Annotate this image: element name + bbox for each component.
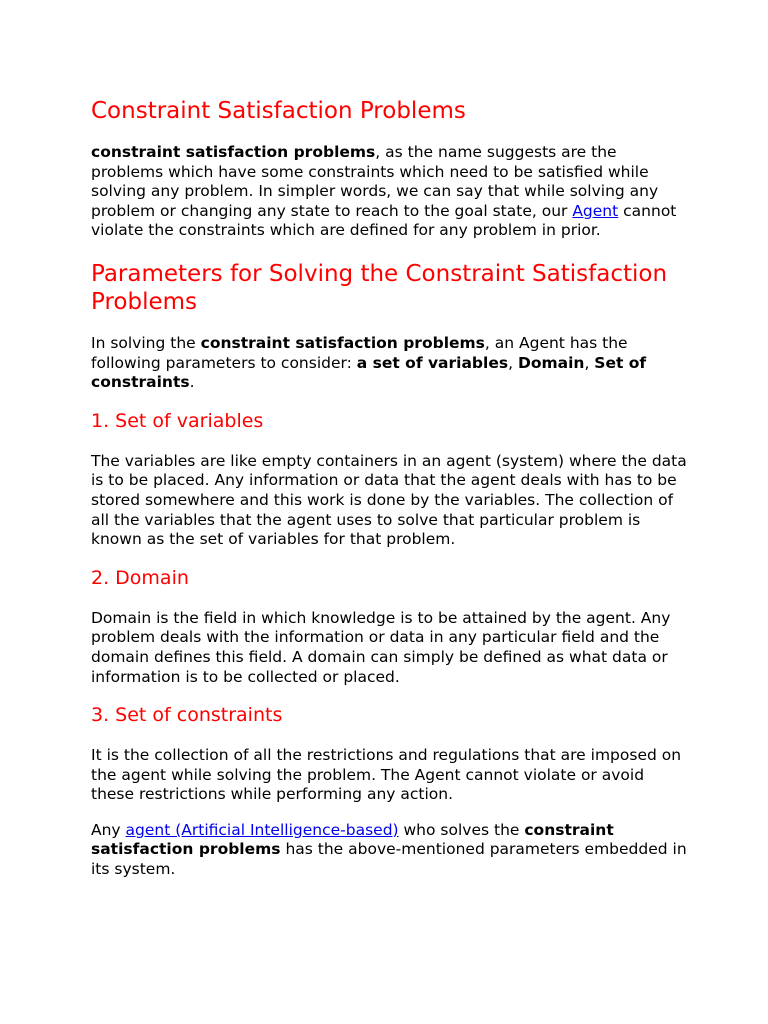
section-heading-constraints: 3. Set of constraints	[91, 704, 283, 727]
params-text-2: , an Agent has the following parameters to consider:	[91, 333, 628, 372]
params-end: .	[189, 373, 195, 392]
section-body-domain: Domain is the field in which knowledge is to be attained by the agent. Any problem deals with the information or data in any particular field and the domain defines this field. A domain can simply be defined as what data or information is to be collected or placed.	[91, 608, 671, 686]
params-bold-2: a set of variables	[356, 353, 509, 372]
ai-agent-link[interactable]: agent (Artificial Intelligence-based)	[125, 820, 399, 839]
parameters-intro-paragraph	[91, 334, 691, 393]
params-bold-3: Domain	[517, 353, 585, 372]
closing-paragraph	[91, 821, 691, 880]
intro-text-1: , as the name suggests are the problems which have some constraints which need to be satisfied while solving any problem. In simpler words, we can say that while solving any problem or changing any state to reach to the goal state, our	[91, 143, 659, 220]
closing-text-1: Any	[91, 820, 126, 839]
agent-link[interactable]: Agent	[572, 201, 619, 220]
params-sep-2: ,	[584, 353, 595, 372]
intro-paragraph	[91, 143, 691, 241]
params-sep-1: ,	[508, 353, 518, 372]
closing-text-2: who solves the	[398, 820, 525, 839]
section-body-constraints: It is the collection of all the restrictions and regulations that are imposed on the agent while solving the problem. The Agent cannot violate or avoid these restrictions while performing any action.	[91, 746, 682, 804]
closing-text-3: has the above-mentioned parameters embedded in its system.	[91, 840, 687, 879]
page-title: Constraint Satisfaction Problems	[91, 98, 466, 124]
parameters-heading: Parameters for Solving the Constraint Satisfaction Problems	[91, 260, 668, 315]
intro-bold-term: constraint satisfaction problems	[91, 143, 376, 161]
section-heading-domain: 2. Domain	[91, 566, 189, 589]
document-page	[91, 97, 691, 880]
params-bold-1: constraint satisfaction problems	[200, 333, 485, 352]
closing-bold-term: constraint satisfaction problems	[91, 820, 614, 859]
intro-text-2: cannot violate the constraints which are defined for any problem in prior.	[91, 201, 677, 240]
section-heading-variables: 1. Set of variables	[91, 409, 264, 432]
params-bold-4: Set of constraints	[91, 353, 647, 392]
section-body-variables: The variables are like empty containers in an agent (system) where the data is to be placed. Any information or data that the agent deals with has to be stored somewhere and this work is done by the variables. The collection of all the variables that the agent uses to solve that particular problem is known as the set of variables for that problem.	[91, 451, 687, 549]
params-text-1: In solving the	[91, 333, 201, 352]
